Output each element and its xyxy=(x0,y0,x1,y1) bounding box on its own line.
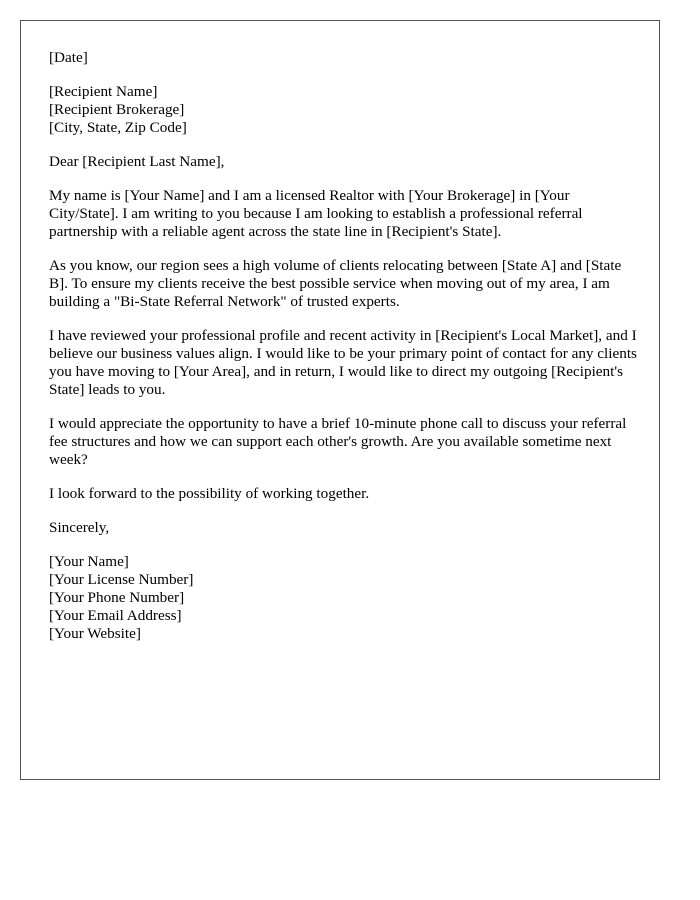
signature-website: [Your Website] xyxy=(49,625,141,642)
recipient-address: [City, State, Zip Code] xyxy=(49,119,187,136)
date-line: [Date] xyxy=(49,49,88,66)
paragraph-closing-remark: I look forward to the possibility of working together. xyxy=(49,485,370,502)
salutation xyxy=(49,153,639,171)
closing xyxy=(49,519,639,537)
recipient-brokerage: [Recipient Brokerage] xyxy=(49,101,185,118)
letter-page xyxy=(20,20,660,780)
salutation-text: Dear [Recipient Last Name], xyxy=(49,153,225,170)
letter-body xyxy=(49,49,639,643)
paragraph-introduction: My name is [Your Name] and I am a licensed Realtor with [Your Brokerage] in [Your City/State]. I am writing to you because I am looking to establish a professional referral partnership with a reliable agent across the state line in [Recipient's State]. xyxy=(49,187,583,240)
signature-email: [Your Email Address] xyxy=(49,607,182,624)
paragraph-context: As you know, our region sees a high volume of clients relocating between [State A] and [State B]. To ensure my clients receive the best possible service when moving out of my area, I am building a "Bi-State Referral Network" of trusted experts. xyxy=(49,257,622,310)
recipient-name: [Recipient Name] xyxy=(49,83,158,100)
paragraph-proposal: I have reviewed your professional profile and recent activity in [Recipient's Local Market], and I believe our business values align. I would like to be your primary point of contact for any clients you have moving to [Your Area], and in return, I would like to direct my outgoing [Recipient's State] leads to you. xyxy=(49,327,637,398)
signature-block xyxy=(49,553,639,643)
date-block xyxy=(49,49,639,67)
signature-license: [Your License Number] xyxy=(49,571,194,588)
paragraph-call-request: I would appreciate the opportunity to have a brief 10-minute phone call to discuss your referral fee structures and how we can support each other's growth. Are you available sometime next week? xyxy=(49,415,627,468)
signature-phone: [Your Phone Number] xyxy=(49,589,185,606)
signature-name: [Your Name] xyxy=(49,553,129,570)
recipient-address-block xyxy=(49,83,639,137)
closing-text: Sincerely, xyxy=(49,519,110,536)
